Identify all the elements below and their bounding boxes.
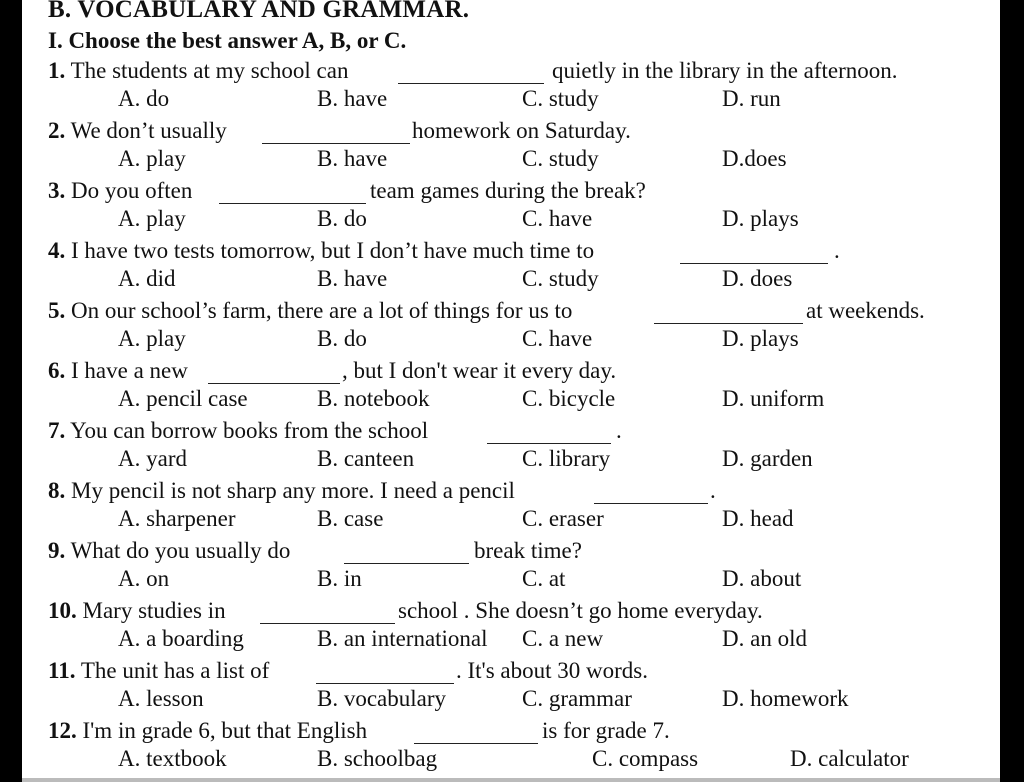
- question-text: I'm in grade 6, but that English: [76, 718, 368, 743]
- answer-blank[interactable]: [260, 623, 395, 624]
- answer-option-c[interactable]: C. a new: [522, 626, 604, 651]
- question-number: 9.: [48, 538, 66, 563]
- question-text-after-blank: homework on Saturday.: [412, 118, 631, 143]
- worksheet-page: [22, 0, 1000, 782]
- question-text-after-blank: school . She doesn’t go home everyday.: [398, 598, 763, 623]
- question-number: 4.: [48, 238, 66, 263]
- question-text: Mary studies in: [76, 598, 226, 623]
- question-9: [48, 538, 290, 564]
- answer-option-b[interactable]: B. have: [317, 86, 388, 111]
- question-8: [48, 478, 515, 504]
- answer-option-a[interactable]: A. did: [118, 266, 176, 291]
- question-text-after-blank: .: [710, 478, 716, 503]
- answer-option-c[interactable]: C. have: [522, 206, 593, 231]
- answer-option-a[interactable]: A. play: [118, 326, 186, 351]
- question-number: 6.: [48, 358, 66, 383]
- answer-option-d[interactable]: D. run: [722, 86, 781, 111]
- answer-option-a[interactable]: A. yard: [118, 446, 187, 471]
- question-number: 2.: [48, 118, 66, 143]
- question-5: [48, 298, 572, 324]
- question-number: 12.: [48, 718, 77, 743]
- question-text: We don’t usually: [65, 118, 227, 143]
- answer-blank[interactable]: [680, 263, 828, 264]
- answer-option-b[interactable]: B. canteen: [317, 446, 415, 471]
- answer-blank[interactable]: [219, 203, 366, 204]
- question-3: [48, 178, 192, 204]
- answer-option-a[interactable]: A. textbook: [118, 746, 227, 771]
- question-number: 8.: [48, 478, 66, 503]
- answer-option-c[interactable]: C. eraser: [522, 506, 604, 531]
- answer-option-d[interactable]: D. homework: [722, 686, 849, 711]
- answer-option-c[interactable]: C. library: [522, 446, 611, 471]
- answer-option-a[interactable]: A. on: [118, 566, 170, 591]
- answer-option-b[interactable]: B. schoolbag: [317, 746, 438, 771]
- answer-option-d[interactable]: D. about: [722, 566, 802, 591]
- answer-option-a[interactable]: A. lesson: [118, 686, 204, 711]
- answer-blank[interactable]: [344, 563, 469, 564]
- question-2: [48, 118, 227, 144]
- question-text: My pencil is not sharp any more. I need a pencil: [65, 478, 515, 503]
- answer-option-d[interactable]: D. garden: [722, 446, 813, 471]
- question-6: [48, 358, 188, 384]
- answer-option-c[interactable]: C. bicycle: [522, 386, 616, 411]
- question-10: [48, 598, 226, 624]
- question-text: What do you usually do: [65, 538, 291, 563]
- question-text: Do you often: [65, 178, 193, 203]
- answer-option-d[interactable]: D. calculator: [790, 746, 909, 771]
- question-text-after-blank: at weekends.: [806, 298, 925, 323]
- answer-option-b[interactable]: B. do: [317, 326, 367, 351]
- answer-blank[interactable]: [398, 83, 544, 84]
- question-1: [48, 58, 348, 84]
- answer-option-b[interactable]: B. an international: [317, 626, 488, 651]
- answer-option-b[interactable]: B. case: [317, 506, 384, 531]
- section-title: B. VOCABULARY AND GRAMMAR.: [48, 0, 470, 23]
- question-text-after-blank: quietly in the library in the afternoon.: [552, 58, 898, 83]
- question-4: [48, 238, 594, 264]
- question-text-after-blank: break time?: [474, 538, 582, 563]
- answer-option-d[interactable]: D. uniform: [722, 386, 825, 411]
- question-number: 1.: [48, 58, 66, 83]
- answer-blank[interactable]: [594, 503, 708, 504]
- question-number: 3.: [48, 178, 66, 203]
- question-text: The unit has a list of: [75, 658, 270, 683]
- answer-option-b[interactable]: B. vocabulary: [317, 686, 447, 711]
- answer-option-d[interactable]: D.does: [722, 146, 787, 171]
- answer-option-d[interactable]: D. an old: [722, 626, 807, 651]
- question-number: 10.: [48, 598, 77, 623]
- question-text: The students at my school can: [65, 58, 349, 83]
- answer-option-b[interactable]: B. in: [317, 566, 362, 591]
- answer-option-d[interactable]: D. head: [722, 506, 794, 531]
- answer-blank[interactable]: [487, 443, 611, 444]
- question-text-after-blank: , but I don't wear it every day.: [342, 358, 617, 383]
- answer-option-c[interactable]: C. study: [522, 86, 599, 111]
- answer-blank[interactable]: [208, 383, 340, 384]
- answer-option-a[interactable]: A. play: [118, 206, 186, 231]
- question-number: 11.: [48, 658, 76, 683]
- question-text-after-blank: .: [834, 238, 840, 263]
- question-text: I have a new: [65, 358, 188, 383]
- bottom-rule: [22, 778, 1000, 782]
- question-text-after-blank: .: [616, 418, 622, 443]
- question-text-after-blank: is for grade 7.: [542, 718, 670, 743]
- answer-option-a[interactable]: A. play: [118, 146, 186, 171]
- answer-option-b[interactable]: B. do: [317, 206, 367, 231]
- instruction: I. Choose the best answer A, B, or C.: [48, 28, 407, 53]
- answer-option-b[interactable]: B. have: [317, 266, 388, 291]
- answer-blank[interactable]: [414, 743, 538, 744]
- answer-option-c[interactable]: C. grammar: [522, 686, 632, 711]
- answer-option-b[interactable]: B. have: [317, 146, 388, 171]
- question-text-after-blank: . It's about 30 words.: [456, 658, 648, 683]
- question-11: [48, 658, 269, 684]
- answer-option-a[interactable]: A. pencil case: [118, 386, 248, 411]
- answer-option-c[interactable]: C. compass: [592, 746, 699, 771]
- answer-blank[interactable]: [262, 143, 410, 144]
- question-text: On our school’s farm, there are a lot of things for us to: [65, 298, 573, 323]
- answer-option-a[interactable]: A. do: [118, 86, 170, 111]
- answer-blank[interactable]: [316, 683, 454, 684]
- question-text: You can borrow books from the school: [65, 418, 429, 443]
- answer-option-b[interactable]: B. notebook: [317, 386, 430, 411]
- answer-option-c[interactable]: C. have: [522, 326, 593, 351]
- question-number: 7.: [48, 418, 66, 443]
- question-12: [48, 718, 367, 744]
- question-7: [48, 418, 428, 444]
- question-text-after-blank: team games during the break?: [370, 178, 646, 203]
- answer-option-c[interactable]: C. at: [522, 566, 566, 591]
- answer-option-a[interactable]: A. sharpener: [118, 506, 236, 531]
- answer-option-d[interactable]: D. plays: [722, 326, 799, 351]
- answer-option-c[interactable]: C. study: [522, 266, 599, 291]
- answer-blank[interactable]: [654, 323, 803, 324]
- answer-option-c[interactable]: C. study: [522, 146, 599, 171]
- answer-option-d[interactable]: D. plays: [722, 206, 799, 231]
- question-text: I have two tests tomorrow, but I don’t have much time to: [65, 238, 595, 263]
- answer-option-a[interactable]: A. a boarding: [118, 626, 244, 651]
- question-number: 5.: [48, 298, 66, 323]
- answer-option-d[interactable]: D. does: [722, 266, 793, 291]
